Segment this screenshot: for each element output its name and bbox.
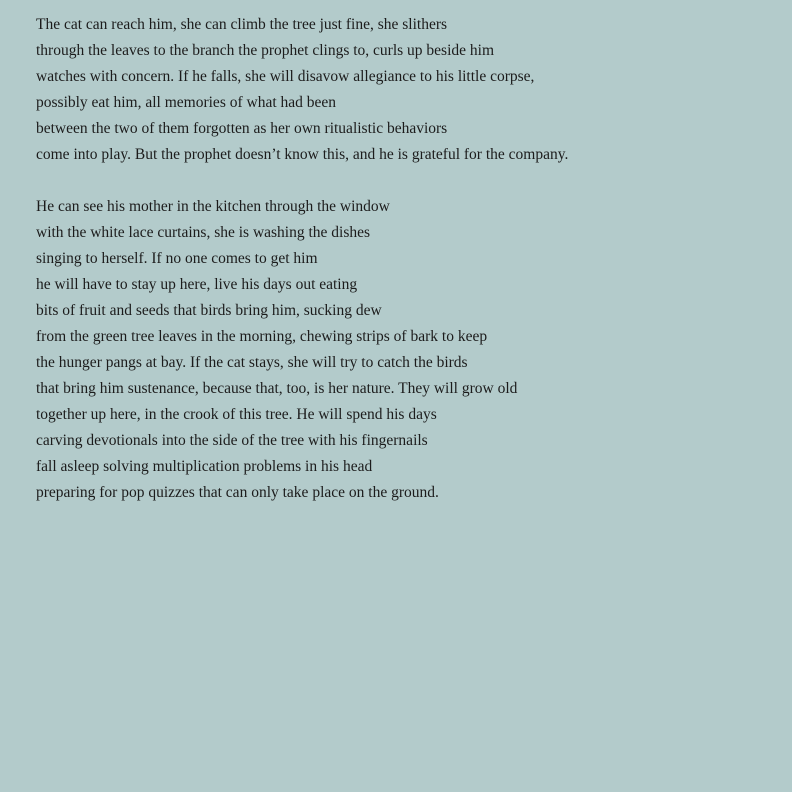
poem-line: between the two of them forgotten as her own ritualistic behaviors (36, 120, 448, 137)
poem-line: preparing for pop quizzes that can only take place on the ground. (36, 484, 439, 501)
poem-line: possibly eat him, all memories of what had been (36, 94, 337, 111)
poem-line: singing to herself. If no one comes to get him (36, 250, 318, 267)
poem-line: the hunger pangs at bay. If the cat stays, she will try to catch the birds (36, 354, 468, 371)
poem-line: watches with concern. If he falls, she will disavow allegiance to his little corpse, (36, 68, 535, 85)
poem-line: together up here, in the crook of this tree. He will spend his days (36, 406, 437, 423)
poem-line: bits of fruit and seeds that birds bring him, sucking dew (36, 302, 382, 319)
poem-line: fall asleep solving multiplication problems in his head (36, 458, 373, 475)
poem-line: he will have to stay up here, live his days out eating (36, 276, 358, 293)
stanza-2 (36, 194, 792, 506)
poem-line: that bring him sustenance, because that, too, is her nature. They will grow old (36, 380, 518, 397)
poem-line: He can see his mother in the kitchen through the window (36, 198, 390, 215)
poem-line: from the green tree leaves in the morning, chewing strips of bark to keep (36, 328, 488, 345)
stanza-1 (36, 12, 792, 168)
poem-line: come into play. But the prophet doesn’t know this, and he is grateful for the company. (36, 146, 569, 163)
poem-line: through the leaves to the branch the prophet clings to, curls up beside him (36, 42, 494, 59)
poem-line: with the white lace curtains, she is washing the dishes (36, 224, 371, 241)
poem-line: carving devotionals into the side of the tree with his fingernails (36, 432, 428, 449)
poem-line: The cat can reach him, she can climb the tree just fine, she slithers (36, 16, 448, 33)
